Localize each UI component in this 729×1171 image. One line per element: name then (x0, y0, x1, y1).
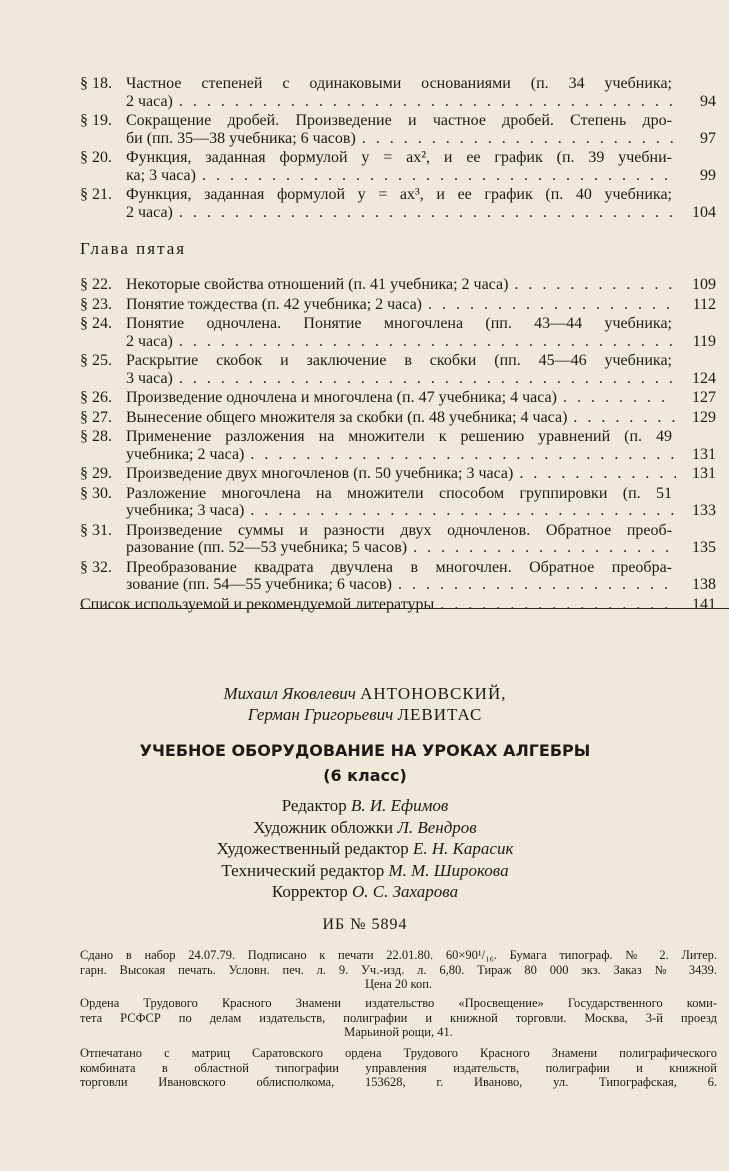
toc-entry-title: Разложение многочлена на множители способом группировки (п. 51 (126, 484, 672, 502)
toc-entry (80, 315, 716, 350)
toc-entry-number: § 18. (80, 75, 112, 92)
toc-entry-title: Произведение двух многочленов (п. 50 учебника; 3 часа) (126, 465, 514, 482)
toc-entry-title: Сокращение дробей. Произведение и частное дробей. Степень дро- (126, 112, 672, 129)
staff-line (40, 817, 690, 839)
publisher-line: Марьиной рощи, 41. (344, 1025, 453, 1039)
toc-entry (80, 409, 716, 427)
chapter-heading: Глава пятая (80, 239, 187, 258)
staff-name: В. И. Ефимов (350, 796, 449, 815)
author-last-name: ЛЕВИТАС (397, 705, 483, 724)
toc-page-number: 135 (692, 539, 716, 556)
dot-leader (250, 446, 676, 464)
toc-entry-number: § 29. (80, 465, 112, 482)
toc-entry-title-cont: 2 часа) (126, 332, 173, 350)
toc-entry-number: § 27. (80, 408, 112, 426)
price: Цена 20 коп. (364, 977, 433, 991)
toc-entry-title: Понятие одночлена. Понятие многочлена (пп. 43—44 учебника; (126, 315, 672, 332)
dot-leader (398, 576, 676, 594)
dot-leader (362, 130, 676, 148)
toc-entry-number: § 20. (80, 149, 112, 166)
toc-entry-title: Функция, заданная формулой y = ax³, и ее график (п. 40 учебника; (126, 186, 672, 203)
toc-entry (80, 296, 716, 314)
toc-entry-number: § 32. (80, 558, 112, 576)
book-title-block (40, 738, 690, 788)
authors (40, 683, 690, 725)
dot-leader (428, 296, 676, 314)
staff-name: Е. Н. Карасик (412, 839, 514, 858)
publisher-line: тета РСФСР по делам издательств, полиграфии и книжной торговли. Москва, 3-й проезд (80, 1010, 717, 1025)
toc-entry (80, 465, 716, 483)
toc-entry-title-cont: 3 часа) (126, 369, 173, 387)
toc-entry-title-cont: учебника; 3 часа) (126, 502, 245, 519)
toc-entry (80, 352, 716, 387)
author-first-name: Михаил Яковлевич (223, 684, 356, 703)
toc-chapter-five (80, 276, 716, 615)
bibliography-label: Список используемой и рекомендуемой литературы (80, 595, 435, 613)
toc-entry-title-cont: 2 часа) (126, 92, 173, 110)
staff-role: Художник обложки (253, 817, 394, 837)
toc-page-number: 131 (692, 465, 716, 482)
staff-role: Художественный редактор (216, 839, 409, 858)
staff-line (40, 860, 690, 882)
staff-role: Корректор (271, 882, 348, 901)
toc-page-number: 119 (692, 332, 716, 350)
toc-entry-title: Некоторые свойства отношений (п. 41 учебника; 2 часа) (126, 276, 509, 293)
dot-leader (440, 596, 676, 614)
toc-page-number: 104 (692, 203, 716, 221)
toc-entry (80, 559, 716, 594)
staff-name: Л. Вендров (397, 817, 477, 837)
toc-entry-title: Функция, заданная формулой y = ax², и ее график (п. 39 учебни- (126, 149, 672, 166)
toc-entry (80, 428, 716, 463)
print-details-line: гарн. Высокая печать. Условн. печ. л. 9. Уч.-изд. л. 6,80. Тираж 80 000 экз. Заказ № 3439. (80, 962, 717, 977)
toc-page-number: 112 (692, 295, 716, 313)
print-details-line: Сдано в набор 24.07.79. Подписано к печати 22.01.80. 60×90¹/₁₆. Бумага типограф. № 2. Литер. (80, 948, 717, 962)
toc-entry-number: § 26. (80, 389, 112, 406)
toc-entry (80, 112, 716, 147)
toc-entry (80, 276, 716, 294)
printing-plant-line: комбината в областной типографии управления издательств, полиграфии и книжной (80, 1060, 717, 1075)
toc-page-number: 94 (700, 92, 716, 110)
toc-page-number: 99 (700, 166, 716, 184)
dot-leader (179, 333, 676, 351)
publisher-line: Ордена Трудового Красного Знамени издательство «Просвещение» Государственного коми- (80, 996, 717, 1010)
staff-credits (40, 795, 690, 903)
dot-leader (179, 204, 676, 222)
toc-page-number: 133 (692, 502, 716, 519)
staff-role: Технический редактор (221, 860, 385, 880)
toc-page-number: 129 (692, 408, 716, 426)
author-last-name: АНТОНОВСКИЙ, (360, 684, 507, 703)
staff-line (40, 795, 690, 817)
toc-entry-number: § 28. (80, 428, 112, 445)
dot-leader (563, 389, 676, 407)
dot-leader (519, 465, 676, 483)
dot-leader (573, 409, 676, 427)
toc-entry (80, 75, 716, 110)
toc-bibliography (80, 596, 716, 614)
toc-entry-title: Понятие тождества (п. 42 учебника; 2 часа) (126, 295, 423, 313)
staff-line (40, 881, 690, 903)
toc-entry (80, 149, 716, 184)
dot-leader (179, 93, 676, 111)
toc-page-number: 124 (692, 369, 716, 387)
toc-entry-number: § 30. (80, 484, 112, 502)
toc-entry (80, 389, 716, 407)
toc-entry-number: § 19. (80, 112, 112, 129)
separator-rule (80, 608, 729, 609)
publisher-info (80, 996, 717, 1040)
toc-entry-number: § 22. (80, 276, 112, 293)
author-first-name: Герман Григорьевич (247, 705, 394, 724)
toc-entry (80, 186, 716, 221)
dot-leader (413, 539, 676, 557)
toc-entry-title-cont: 2 часа) (126, 203, 173, 221)
print-details (80, 948, 717, 992)
toc-entry-title: Применение разложения на множители к решению уравнений (п. 49 (126, 428, 672, 445)
toc-entry-title-cont: ка; 3 часа) (126, 166, 196, 184)
toc-page-number: 109 (692, 276, 716, 293)
book-title: УЧЕБНОЕ ОБОРУДОВАНИЕ НА УРОКАХ АЛГЕБРЫ (139, 741, 591, 760)
toc-entry-number: § 31. (80, 521, 112, 539)
toc-top (80, 75, 716, 223)
toc-page-number: 131 (692, 445, 716, 463)
ib-number: ИБ № 5894 (322, 916, 408, 933)
toc-entry-title: Раскрытие скобок и заключение в скобки (пп. 45—46 учебника; (126, 352, 672, 369)
toc-page-number: 141 (692, 595, 716, 613)
toc-entry-number: § 25. (80, 352, 112, 369)
toc-entry-number: § 23. (80, 295, 112, 313)
staff-name: М. М. Широкова (388, 860, 509, 880)
printing-plant-line: Отпечатано с матриц Саратовского ордена Трудового Красного Знамени полиграфического (80, 1046, 717, 1060)
book-subtitle: (6 класс) (323, 766, 407, 785)
printing-plant-info (80, 1046, 717, 1090)
dot-leader (250, 502, 676, 520)
printing-plant-line: торговли Ивановского облисполкома, 153628, г. Иваново, ул. Типографская, 6. (80, 1075, 717, 1089)
toc-entry (80, 485, 716, 520)
dot-leader (202, 167, 676, 185)
toc-entry-title: Частное степеней с одинаковыми основаниями (п. 34 учебника; (126, 75, 672, 92)
staff-line (40, 838, 690, 860)
toc-entry-title-cont: зование (пп. 54—55 учебника; 6 часов) (126, 576, 392, 593)
toc-page-number: 138 (692, 576, 716, 593)
toc-page-number: 127 (692, 389, 716, 406)
dot-leader (179, 370, 676, 388)
toc-entry-title: Произведение одночлена и многочлена (п. 47 учебника; 4 часа) (126, 389, 557, 406)
toc-page-number: 97 (700, 129, 716, 147)
toc-entry-title: Произведение суммы и разности двух одночленов. Обратное преоб- (126, 521, 672, 539)
toc-entry (80, 522, 716, 557)
staff-role: Редактор (281, 796, 347, 815)
toc-entry-title-cont: би (пп. 35—38 учебника; 6 часов) (126, 129, 356, 147)
dot-leader (514, 276, 676, 294)
staff-name: О. С. Захарова (351, 882, 459, 901)
toc-entry-title-cont: учебника; 2 часа) (126, 445, 245, 463)
toc-entry-title: Преобразование квадрата двучлена в многочлен. Обратное преобра- (126, 558, 672, 576)
toc-entry-title: Вынесение общего множителя за скобки (п. 48 учебника; 4 часа) (126, 408, 568, 426)
toc-entry-title-cont: разование (пп. 52—53 учебника; 5 часов) (126, 539, 408, 556)
toc-entry-number: § 21. (80, 186, 112, 203)
toc-entry-number: § 24. (80, 315, 112, 332)
